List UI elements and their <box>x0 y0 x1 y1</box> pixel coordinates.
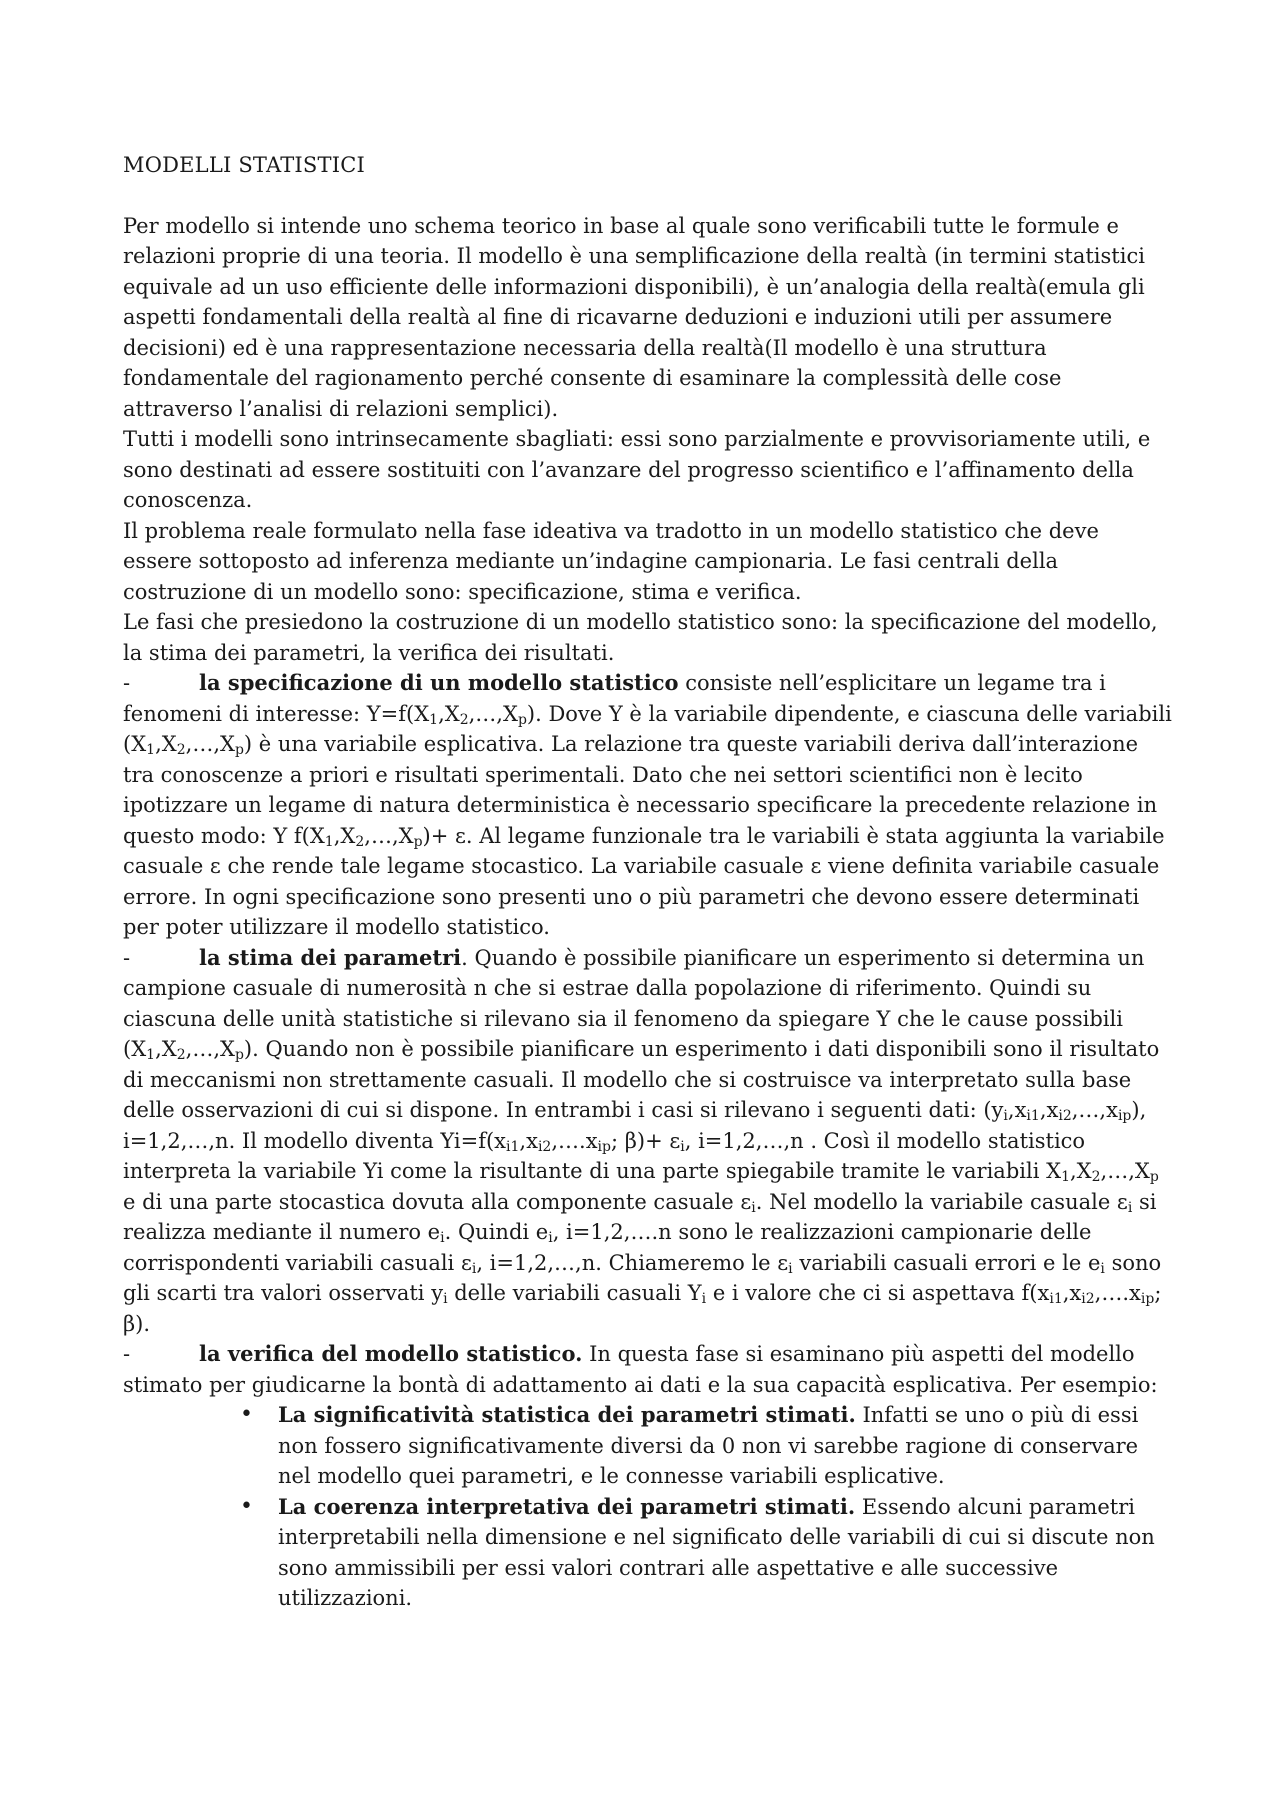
document-title: MODELLI STATISTICI <box>123 153 365 177</box>
dash-marker: - <box>123 945 131 970</box>
section-verification: - la verifica del modello statistico. In questa fase si esaminano più aspetti del modello stimato per giudicarne la bontà di adattamento ai dati e la sua capacità esplicativa. Per esempio: <box>123 1341 1158 1397</box>
list-item <box>240 1492 1173 1614</box>
list-item <box>240 1400 1173 1492</box>
paragraph-models-wrong: Tutti i modelli sono intrinsecamente sbagliati: essi sono parzialmente e provvisoriamente utili, e sono destinati ad essere sostituiti con l’avanzare del progresso scientifico e l’affinamento della conoscenza. <box>123 427 1151 512</box>
verification-heading: la verifica del modello statistico. <box>199 1341 583 1366</box>
specification-heading: la specificazione di un modello statistico <box>199 670 679 695</box>
document-page <box>123 150 1173 1614</box>
bullet-icon: • <box>240 1402 253 1427</box>
list-item-heading: La coerenza interpretativa dei parametri stimati. <box>278 1493 856 1519</box>
paragraph-definition: Per modello si intende uno schema teorico in base al quale sono verificabili tutte le formule e relazioni proprie di una teoria. Il modello è una semplificazione della realtà (in termini statistici equivale ad un uso efficiente delle informazioni disponibili), è un’analogia della realtà(emula gli aspetti fondamentali della realtà al fine di ricavarne deduzioni e induzioni utili per assumere decisioni) ed è una rappresentazione necessaria della realtà(Il modello è una struttura fondamentale del ragionamento perché consente di esaminare la complessità delle cose attraverso l’analisi di relazioni semplici). <box>123 213 1145 421</box>
estimation-heading: la stima dei parametri <box>199 944 462 970</box>
section-specification: - la specificazione di un modello statistico consiste nell’esplicitare un legame tra i fenomeni di interesse: $Y=f(X_1,X_2,\dots,X_p)$. Dove Y è la variabile dipendente, e ciascuna delle variabili $(X_1,X_2,\dots,X_p)$ è una variabile esplicativa. La relazione tra queste variabili deriva dall’interazione tra conoscenze a priori e risultati sperimentali. Dato che nei settori scientifici non è lecito ipotizzare un legame di natura deterministica è necessario specificare la precedente relazione in questo modo: Y $f(X_1,X_2,\dots,X_p)+ \varepsilon$. Al legame funzionale tra le variabili è stata aggiunta la variabile casuale ε che rende tale legame stocastico. La variabile casuale ε viene definita variabile casuale errore. In ogni specificazione sono presenti uno o più parametri che devono essere determinati per poter utilizzare il modello statistico. <box>123 670 1172 939</box>
dash-marker: - <box>123 1342 131 1366</box>
bullet-icon: • <box>240 1493 253 1519</box>
list-item-heading: La significatività statistica dei parametri stimati. <box>278 1402 856 1427</box>
verification-list <box>123 1400 1173 1614</box>
paragraph-phases: Le fasi che presiedono la costruzione di un modello statistico sono: la specificazione del modello, la stima dei parametri, la verifica dei risultati. <box>123 610 1158 665</box>
section-estimation: - la stima dei parametri. Quando è possibile pianificare un esperimento si determina un campione casuale di numerosità n che si estrae dalla popolazione di riferimento. Quindi su ciascuna delle unità statistiche si rilevano sia il fenomeno da spiegare Y che le cause possibili $(X_1,X_2,\dots,X_p)$. Quando non è possibile pianificare un esperimento i dati disponibili sono il risultato di meccanismi non strettamente casuali. Il modello che si costruisce va interpretato sulla base delle osservazioni di cui si dispone. In entrambi i casi si rilevano i seguenti dati: $(y_i,x_{i1},x_{i2},\dots,x_{ip})$, i=1,2,…,n. Il modello diventa $Yi=f(x_{i1},x_{i2},\dots.x_{ip}$; $\beta)+ \varepsilon_i$, i=1,2,…,n . Così il modello statistico interpreta la variabile Yi come la risultante di una parte spiegabile tramite le variabili $X_1,X_2,\dots,X_p$ e di una parte stocastica dovuta alla componente casuale $\varepsilon_i$. Nel modello la variabile casuale $\varepsilon_i$ si realizza mediante il numero $e_i$. Quindi $e_i$, i=1,2,….n sono le realizzazioni campionarie delle corrispondenti variabili casuali $\varepsilon_i$, i=1,2,…,n. Chiameremo le $\varepsilon_i$ variabili casuali errori e le $e_i$ sono gli scarti tra valori osservati $y_i$ delle variabili casuali $Y_i$ e i valore che ci si aspettava $f(x_{i1},x_{i2},\dots.x_{ip}$; β). <box>123 944 1162 1336</box>
list-item-text: Infatti se uno o più di essi non fossero significativamente diversi da 0 non vi sarebbe ragione di conservare nel modello quei parametri, e le connesse variabili esplicative. <box>278 1403 1139 1488</box>
paragraph-real-problem: Il problema reale formulato nella fase ideativa va tradotto in un modello statistico che deve essere sottoposto ad inferenza mediante un’indagine campionaria. Le fasi centrali della costruzione di un modello sono: specificazione, stima e verifica. <box>123 518 1099 604</box>
list-item-text: Essendo alcuni parametri interpretabili nella dimensione e nel significato delle variabili di cui si discute non sono ammissibili per essi valori contrari alle aspettative e alle successive utilizzazioni. <box>278 1494 1155 1610</box>
dash-marker: - <box>123 671 131 695</box>
